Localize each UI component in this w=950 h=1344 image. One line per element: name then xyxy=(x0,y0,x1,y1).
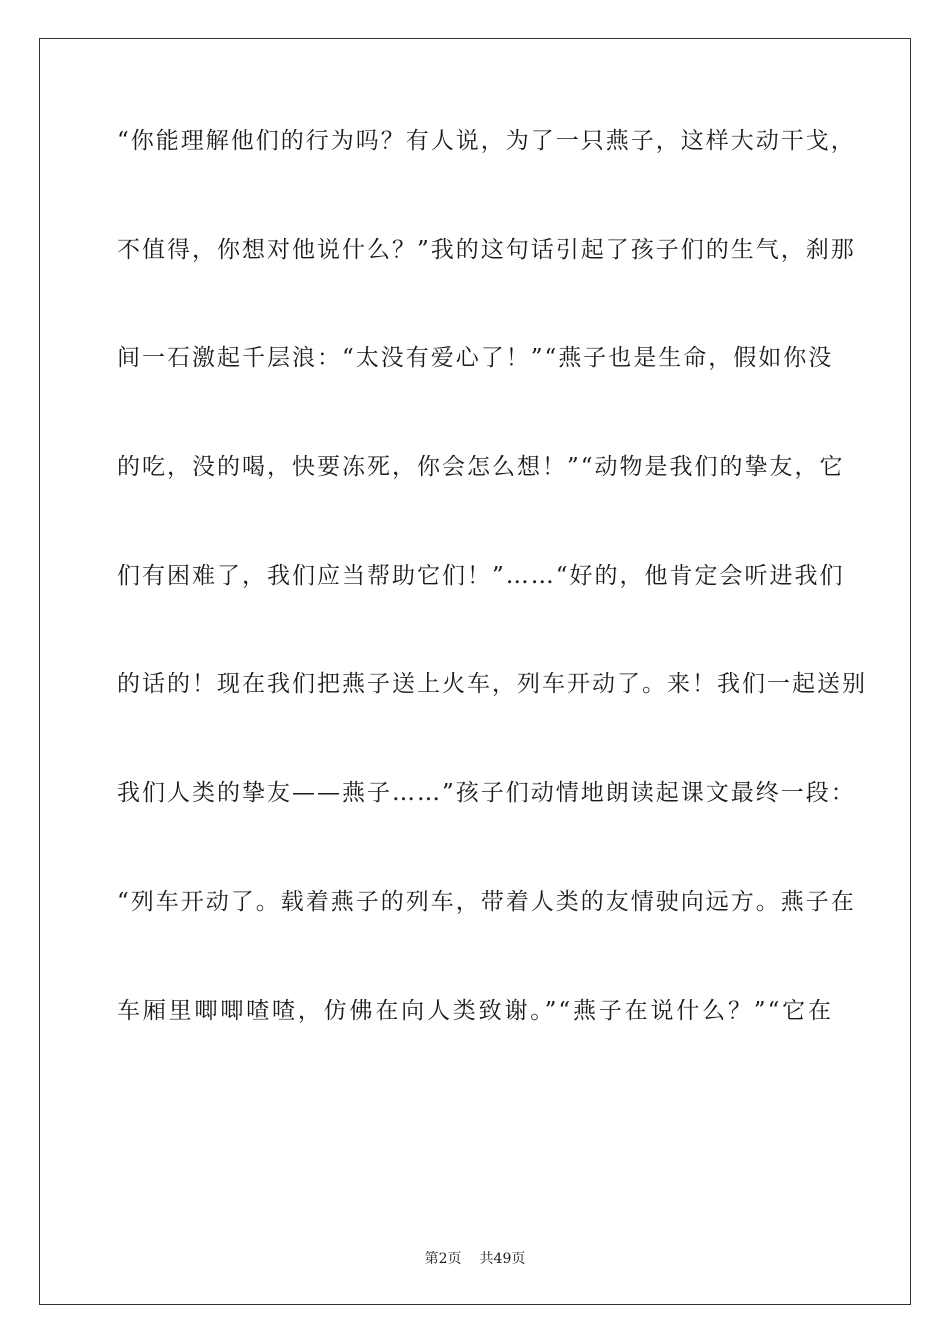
text-line-8: “列车开动了。载着燕子的列车，带着人类的友情驶向远方。燕子在 xyxy=(117,888,856,915)
text-line-7: 我们人类的挚友——燕子……”孩子们动情地朗读起课文最终一段： xyxy=(117,780,856,807)
text-line-3: 间一石激起千层浪：“太没有爱心了！”“燕子也是生命，假如你没 xyxy=(117,345,834,372)
text-line-9: 车厢里唧唧喳喳，仿佛在向人类致谢。”“燕子在说什么？”“它在 xyxy=(117,997,833,1024)
total-page-count: 共49页 xyxy=(479,1251,526,1267)
text-line-2: 不值得，你想对他说什么？”我的这句话引起了孩子们的生气，刹那 xyxy=(117,236,856,263)
text-line-4: 的吃，没的喝，快要冻死，你会怎么想！”“动物是我们的挚友，它 xyxy=(117,454,845,481)
text-line-1: “你能理解他们的行为吗？有人说，为了一只燕子，这样大动干戈， xyxy=(117,128,856,154)
text-line-6: 的话的！现在我们把燕子送上火车，列车开动了。来！我们一起送别 xyxy=(117,671,867,698)
document-body xyxy=(117,126,867,1104)
current-page-number: 第2页 xyxy=(424,1251,462,1267)
page-footer xyxy=(0,1248,950,1268)
text-line-5: 们有困难了，我们应当帮助它们！”……“好的，他肯定会听进我们 xyxy=(117,562,845,589)
